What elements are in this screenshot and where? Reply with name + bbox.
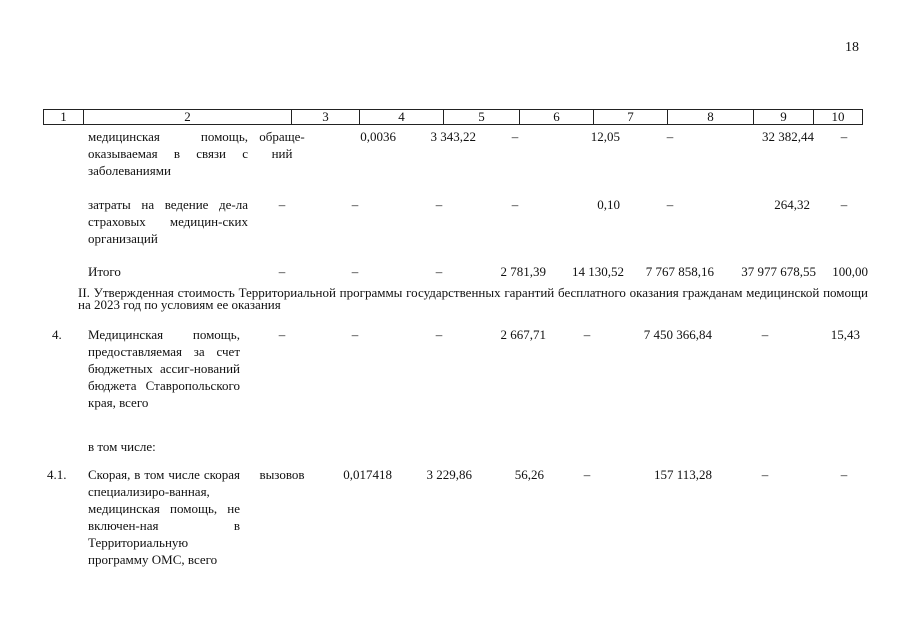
row-col-8: 157 113,28 <box>653 467 712 482</box>
row-col-6: 2 781,39 <box>500 264 546 279</box>
row-col-5: 3 229,86 <box>426 467 472 482</box>
header-col-4: 4 <box>360 110 444 124</box>
row-col-5: 3 343,22 <box>430 129 476 144</box>
header-col-2: 2 <box>84 110 292 124</box>
row-col-8: 7 450 366,84 <box>643 327 712 342</box>
row-col-5: – <box>435 327 443 342</box>
row-col-6: – <box>511 129 519 144</box>
row-col-10: – <box>840 197 848 212</box>
row-col-7: 14 130,52 <box>572 264 624 279</box>
row-number: 4. <box>52 327 62 342</box>
row-col-9: 32 382,44 <box>762 129 814 144</box>
row-col-5: – <box>435 264 443 279</box>
row-unit: обраще-ний <box>259 129 305 161</box>
header-col-5: 5 <box>444 110 520 124</box>
row-unit: – <box>278 327 286 342</box>
row-col-10: 15,43 <box>830 327 860 342</box>
row-col-4: 0,017418 <box>343 467 392 482</box>
row-col-8: – <box>666 197 674 212</box>
row-unit: – <box>278 197 286 212</box>
row-col-6: 56,26 <box>514 467 544 482</box>
row-description: Скорая, в том числе скорая специализиро-ванная, медицинская помощь, не включен-ная в Территориальную программу ОМС, всего <box>88 467 240 567</box>
row-col-7: – <box>583 467 591 482</box>
page-number: 18 <box>845 40 859 55</box>
row-col-8: 7 767 858,16 <box>645 264 714 279</box>
row-col-10: 100,00 <box>832 264 868 279</box>
row-col-4: – <box>351 327 359 342</box>
row-description: в том числе: <box>88 439 156 454</box>
row-col-4: – <box>351 264 359 279</box>
header-col-7: 7 <box>594 110 668 124</box>
row-col-9: – <box>761 327 769 342</box>
row-number: 4.1. <box>47 467 67 482</box>
row-unit: вызовов <box>259 467 305 482</box>
row-col-5: – <box>435 197 443 212</box>
header-col-8: 8 <box>668 110 754 124</box>
row-unit: – <box>278 264 286 279</box>
header-col-1: 1 <box>44 110 84 124</box>
row-col-8: – <box>666 129 674 144</box>
row-col-9: – <box>761 467 769 482</box>
row-col-6: – <box>511 197 519 212</box>
row-col-10: – <box>840 467 848 482</box>
row-description: затраты на ведение де-ла страховых медицин-ских организаций <box>88 197 248 246</box>
header-col-9: 9 <box>754 110 814 124</box>
header-col-6: 6 <box>520 110 594 124</box>
row-col-10: – <box>840 129 848 144</box>
row-col-4: – <box>351 197 359 212</box>
row-col-9: 37 977 678,55 <box>741 264 816 279</box>
row-col-7: 12,05 <box>590 129 620 144</box>
row-description: Медицинская помощь, предоставляемая за счет бюджетных ассиг-нований бюджета Ставропольского края, всего <box>88 327 240 410</box>
row-col-4: 0,0036 <box>360 129 396 144</box>
header-col-3: 3 <box>292 110 360 124</box>
row-description: медицинская помощь, оказываемая в связи с заболеваниями <box>88 129 248 178</box>
row-col-7: 0,10 <box>597 197 620 212</box>
row-col-9: 264,32 <box>774 197 810 212</box>
row-col-7: – <box>583 327 591 342</box>
section-heading: II. Утвержденная стоимость Территориальной программы государственных гарантий бесплатного оказания гражданам медицинской помощи на 2023 год по условиям ее оказания <box>78 285 868 312</box>
table-header-row <box>43 109 863 125</box>
row-col-6: 2 667,71 <box>500 327 546 342</box>
row-description: Итого <box>88 264 121 279</box>
header-col-10: 10 <box>831 109 845 124</box>
